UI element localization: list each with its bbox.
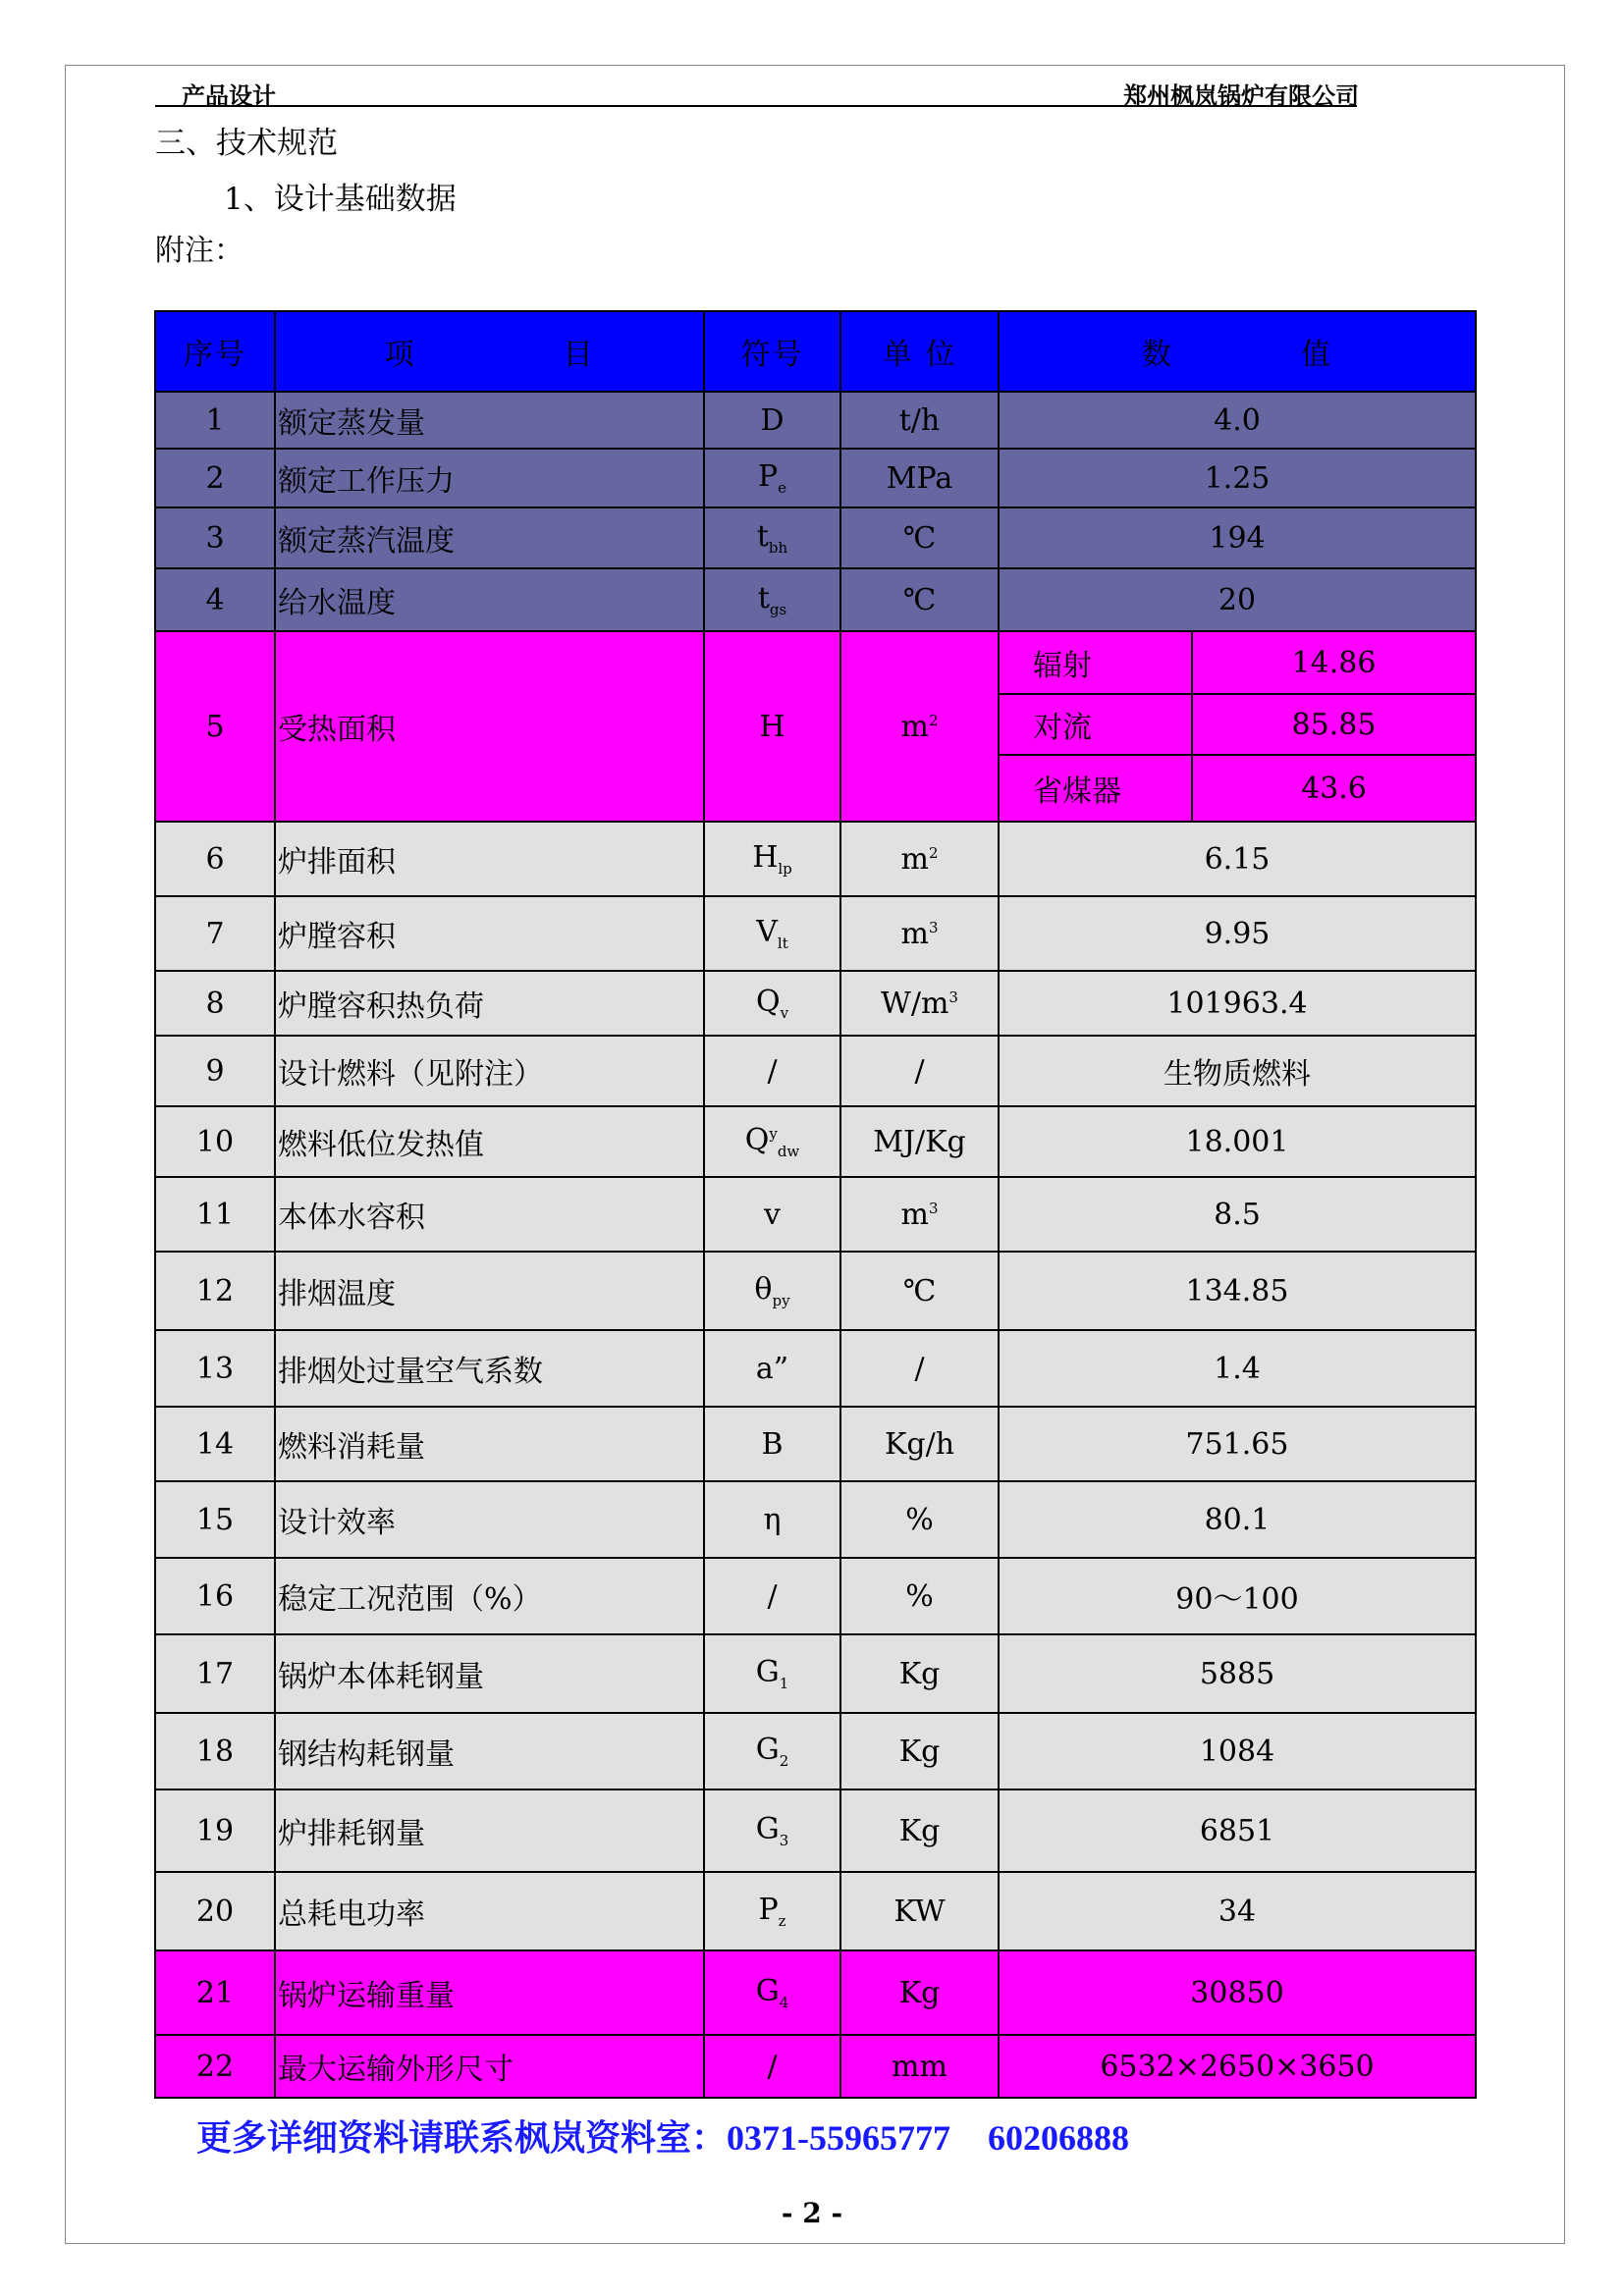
footer-contact-text: 更多详细资料请联系枫岚资料室：0371-55965777 [196,2118,950,2158]
row-no: 18 [155,1713,275,1789]
unit-main: m [900,841,929,877]
row-symbol [704,1950,840,2035]
heating-part-value: 43.6 [1192,755,1476,822]
row-no: 13 [155,1330,275,1407]
row-unit [840,1789,999,1872]
table-row [155,1713,1476,1789]
section-title: 三、技术规范 [155,126,338,161]
unit-main: % [905,1578,934,1614]
row-item: 炉排面积 [275,822,704,896]
row-unit [840,1950,999,2035]
table-row [155,1634,1476,1713]
unit-sup: 2 [928,843,939,862]
header-item [275,311,704,392]
row-no: 5 [155,631,275,822]
unit-main: MJ/Kg [873,1124,966,1159]
symbol-main: Q [755,985,781,1019]
table-row [155,2035,1476,2098]
row-value: 101963.4 [999,971,1476,1036]
symbol-main: / [767,2049,778,2084]
unit-main: MPa [886,460,953,496]
row-no: 9 [155,1036,275,1106]
row-symbol [704,1252,840,1330]
symbol-main: D [760,402,785,438]
unit-main: mm [892,2049,947,2084]
heating-part-value: 14.86 [1192,631,1476,694]
table-row [155,1789,1476,1872]
row-unit [840,971,999,1036]
row-symbol [704,1330,840,1407]
row-unit [840,1481,999,1558]
row-value: 1084 [999,1713,1476,1789]
row-unit [840,896,999,971]
symbol-sub: z [778,1912,786,1930]
row-item: 燃料低位发热值 [275,1106,704,1177]
row-item: 稳定工况范围（%） [275,1558,704,1634]
header-rule [155,105,1357,107]
unit-main: ℃ [902,520,937,556]
row-symbol [704,1481,840,1558]
unit-main: m [900,1197,929,1232]
row-no: 12 [155,1252,275,1330]
unit-main: W/m [881,986,949,1021]
row-unit [840,1252,999,1330]
table-row [155,1558,1476,1634]
table-row [155,1330,1476,1407]
row-symbol [704,1177,840,1252]
header-value-b: 值 [1301,338,1332,372]
row-symbol [704,449,840,507]
unit-sup: 3 [948,988,958,1006]
unit-main: / [914,1053,925,1089]
row-value: 8.5 [999,1177,1476,1252]
table-row [155,449,1476,507]
unit-main: m [900,916,929,951]
heating-part-value: 85.85 [1192,694,1476,755]
unit-main: ℃ [902,1273,937,1308]
row-item: 锅炉本体耗钢量 [275,1634,704,1713]
table-row [155,1252,1476,1330]
header-company-name: 郑州枫岚锅炉有限公司 [1123,81,1359,110]
table-row [155,1106,1476,1177]
row-item: 额定工作压力 [275,449,704,507]
symbol-sub: v [780,1004,789,1022]
row-item: 钢结构耗钢量 [275,1713,704,1789]
row-symbol [704,896,840,971]
row-unit [840,568,999,631]
row-value: 18.001 [999,1106,1476,1177]
row-symbol [704,1713,840,1789]
row-item: 燃料消耗量 [275,1407,704,1481]
row-symbol [704,822,840,896]
row-symbol [704,1036,840,1106]
row-no: 17 [155,1634,275,1713]
row-no: 8 [155,971,275,1036]
row-unit [840,631,999,822]
row-unit [840,449,999,507]
unit-main: % [905,1502,934,1537]
row-no: 10 [155,1106,275,1177]
symbol-main: G [755,1974,780,2008]
unit-main: Kg [898,1813,941,1848]
symbol-main: / [767,1578,778,1614]
table-row [155,1872,1476,1950]
row-symbol [704,1407,840,1481]
unit-main: Kg [898,1734,941,1769]
unit-main: Kg [898,1656,941,1691]
unit-main: ℃ [902,582,937,617]
row-unit [840,1177,999,1252]
table-row [155,1481,1476,1558]
row-unit [840,1634,999,1713]
row-item: 排烟温度 [275,1252,704,1330]
row-symbol [704,507,840,568]
header-unit: 单 位 [840,311,999,392]
row-no: 20 [155,1872,275,1950]
sub-title: 1、设计基础数据 [224,182,457,217]
heating-area-row [155,631,1476,694]
row-value: 5885 [999,1634,1476,1713]
row-item: 锅炉运输重量 [275,1950,704,2035]
table-row [155,1177,1476,1252]
header-item-b: 目 [563,338,595,372]
row-no: 22 [155,2035,275,2098]
row-unit [840,1036,999,1106]
header-symbol: 符号 [704,311,840,392]
symbol-main: G [755,1733,780,1767]
row-value: 6851 [999,1789,1476,1872]
symbol-main: H [752,840,779,875]
row-value: 194 [999,507,1476,568]
symbol-main: a” [755,1351,789,1386]
symbol-main: P [758,1893,779,1927]
header-value-a: 数 [1142,338,1173,372]
table-row [155,507,1476,568]
row-unit [840,507,999,568]
row-value: 9.95 [999,896,1476,971]
row-no: 11 [155,1177,275,1252]
row-unit [840,1407,999,1481]
unit-sup: 3 [928,1199,939,1217]
unit-main: KW [893,1894,946,1929]
symbol-sub: lt [777,934,788,952]
table-row [155,971,1476,1036]
row-unit [840,1558,999,1634]
row-item: 最大运输外形尺寸 [275,2035,704,2098]
unit-main: t/h [898,402,941,438]
row-value: 80.1 [999,1481,1476,1558]
symbol-sub: bh [768,539,788,557]
symbol-main: / [767,1053,778,1089]
table-row [155,1950,1476,2035]
symbol-sup: y [769,1125,778,1143]
row-no: 19 [155,1789,275,1872]
symbol-main: v [764,1197,781,1232]
symbol-sub: 3 [779,1832,789,1849]
table-row [155,392,1476,449]
footer-phone-2: 60206888 [988,2118,1129,2158]
symbol-sub: lp [778,860,792,878]
row-item: 总耗电功率 [275,1872,704,1950]
row-item: 炉排耗钢量 [275,1789,704,1872]
row-value: 6.15 [999,822,1476,896]
spec-table-body [155,392,1476,2098]
row-symbol [704,2035,840,2098]
unit-main: Kg/h [884,1426,955,1462]
row-value: 生物质燃料 [999,1036,1476,1106]
header-item-a: 项 [384,338,416,372]
row-symbol [704,392,840,449]
row-item: 炉膛容积热负荷 [275,971,704,1036]
row-value: 751.65 [999,1407,1476,1481]
unit-sup: 2 [928,711,939,729]
symbol-sub: gs [769,601,787,618]
symbol-main: t [757,581,770,615]
row-symbol [704,1634,840,1713]
footer-contact [196,2110,1129,2161]
symbol-sub: 1 [779,1675,789,1692]
row-symbol [704,1558,840,1634]
symbol-main: η [763,1502,782,1537]
row-no: 6 [155,822,275,896]
row-value: 1.4 [999,1330,1476,1407]
row-symbol [704,1106,840,1177]
header-value [999,311,1476,392]
unit-main: Kg [898,1975,941,2010]
table-row [155,822,1476,896]
row-value: 1.25 [999,449,1476,507]
row-symbol [704,971,840,1036]
row-unit [840,822,999,896]
row-item: 设计效率 [275,1481,704,1558]
heating-part-label: 省煤器 [999,755,1192,822]
row-unit [840,1872,999,1950]
header-no: 序号 [155,311,275,392]
row-value: 30850 [999,1950,1476,2035]
row-symbol [704,1872,840,1950]
row-no: 15 [155,1481,275,1558]
row-no: 4 [155,568,275,631]
table-row [155,568,1476,631]
row-unit [840,1713,999,1789]
symbol-main: B [761,1426,784,1462]
spec-table [154,310,1477,2099]
symbol-main: θ [754,1272,773,1307]
row-item: 排烟处过量空气系数 [275,1330,704,1407]
symbol-main: Q [744,1123,770,1157]
row-symbol [704,1789,840,1872]
symbol-sub: e [778,479,787,497]
row-item: 给水温度 [275,568,704,631]
row-value: 34 [999,1872,1476,1950]
table-row [155,1407,1476,1481]
row-unit [840,1330,999,1407]
row-no: 14 [155,1407,275,1481]
page-number: - 2 - [781,2197,843,2229]
symbol-main: V [756,915,778,949]
row-item: 设计燃料（见附注） [275,1036,704,1106]
symbol-sub: dw [777,1143,800,1160]
table-row [155,1036,1476,1106]
row-no: 1 [155,392,275,449]
row-value: 90～100 [999,1558,1476,1634]
row-value: 20 [999,568,1476,631]
row-unit [840,2035,999,2098]
row-no: 2 [155,449,275,507]
symbol-main: t [756,519,769,554]
row-no: 21 [155,1950,275,2035]
unit-main: / [914,1351,925,1386]
table-row [155,896,1476,971]
heating-part-label: 对流 [999,694,1192,755]
row-no: 3 [155,507,275,568]
heating-part-label: 辐射 [999,631,1192,694]
row-value: 4.0 [999,392,1476,449]
symbol-sub: 2 [779,1752,789,1770]
unit-sup: 3 [928,918,939,936]
row-no: 16 [155,1558,275,1634]
row-item: 本体水容积 [275,1177,704,1252]
header-left-title: 产品设计 [182,81,276,110]
row-item: 炉膛容积 [275,896,704,971]
row-symbol: H [704,631,840,822]
unit-main: m [900,709,929,744]
symbol-main: G [755,1812,780,1846]
row-value: 6532×2650×3650 [999,2035,1476,2098]
row-no: 7 [155,896,275,971]
row-symbol [704,568,840,631]
symbol-sub: 4 [779,1994,789,2011]
row-unit [840,392,999,449]
row-item: 额定蒸汽温度 [275,507,704,568]
symbol-main: P [757,459,779,494]
note-label: 附注： [155,234,244,268]
row-value: 134.85 [999,1252,1476,1330]
symbol-main: G [755,1655,780,1689]
symbol-sub: py [772,1292,790,1309]
row-item: 受热面积 [275,631,704,822]
row-item: 额定蒸发量 [275,392,704,449]
table-header-row [155,311,1476,392]
row-unit [840,1106,999,1177]
